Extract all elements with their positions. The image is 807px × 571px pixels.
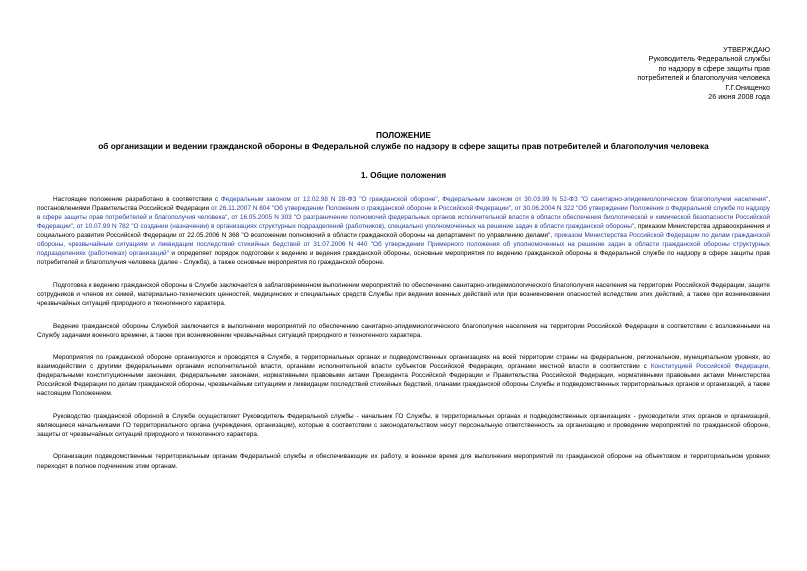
paragraph-3: Ведение гражданской обороны Службой заключается в выполнении мероприятий по обеспечению санитарно-эпидемиологического благополучия населения на территории Российской Федерации в соответствии с возложенными на Службу задачами военного времени, а также при возникновении чрезвычайных ситуаций природного и техногенного характера. xyxy=(37,322,770,339)
title-line-1: ПОЛОЖЕНИЕ xyxy=(376,130,431,140)
document-body xyxy=(37,195,770,484)
order-link[interactable]: приказом Министерства Российской Федерации по делам гражданской обороны, чрезвычайным ситуациям и ликвидации последствий стихийных бедствий от 31.07.2006 N 440 "Об утверждении Примерного положения об уполномоченных на решение задач в области гражданской обороны структурных подразделениях (работниках) организаций" xyxy=(37,232,770,258)
title-line-2: об организации и ведении гражданской обороны в Федеральной службе по надзору в сфере защиты прав потребителей и благополучия человека xyxy=(98,141,709,151)
paragraph-text: , xyxy=(437,196,443,203)
paragraph-2: Подготовка к ведению гражданской обороны в Службе заключается в заблаговременном выполнении мероприятий по обеспечению санитарно-эпидемиологического благополучия населения на территории Российской Федерации, защите сотрудников и членов их семей, материально-технических ценностей, медицинских и специальных средств Службы при ведении военных действий или при возникновении опасностей вследствие этих действий, а также при возникновении чрезвычайных ситуаций природного и техногенного характера. xyxy=(37,281,770,307)
decree-link[interactable]: от 30.06.2004 N 322 "Об утверждении Положения о Федеральной службе по надзору в сфере защиты прав потребителей и благополучия человека" xyxy=(37,205,770,222)
paragraph-text: , xyxy=(511,205,515,213)
law-link[interactable]: Федеральным законом от 12.02.98 N 28-ФЗ "О гражданской обороне" xyxy=(220,196,438,203)
approval-line: УТВЕРЖДАЮ xyxy=(723,45,770,54)
paragraph-text: Настоящее положение разработано в соответствии с xyxy=(53,196,221,203)
law-link[interactable]: Федеральным законом от 30.03.99 N 52-ФЗ "О санитарно-эпидемиологическом благополучии населения" xyxy=(442,196,769,203)
paragraph-text: Мероприятия по гражданской обороне организуются и проводятся в Службе, в территориальных органах и подведомственных организациях на всей территории страны на федеральном, региональном, муниципальном уровнях, во взаимодействии с другими федеральными органами исполнительной власти, органами исполнительной власти субъектов Российской Федерации, органами местной власти в соответствии с xyxy=(37,354,770,371)
approval-line: Руководитель Федеральной службы xyxy=(648,54,770,64)
paragraph-text: , xyxy=(227,214,232,222)
paragraph-text: , xyxy=(73,223,77,231)
paragraph-5: Руководство гражданской обороной в Службе осуществляет Руководитель Федеральной службы - начальник ГО Службы, в территориальных органах и подведомственных организациях - руководители этих органов и организаций, являющиеся начальниками ГО территориального органа (учреждения, организации), которые в соответствии с законодательством несут персональную ответственность за организацию и проведение мероприятий по гражданской обороне, защиты от чрезвычайных ситуаций природного и техногенного характера. xyxy=(37,412,770,438)
decree-link[interactable]: от 16.05.2005 N 303 "О разграничении полномочий федеральных органов исполнительной власти в области обеспечения биологической и химической безопасности Российской Федерации" xyxy=(37,214,771,231)
section-heading: 1. Общие положения xyxy=(360,170,447,180)
approval-block xyxy=(637,45,770,101)
paragraph-6: Организации подведомственные территориальным органам Федеральной службы и обеспечивающие их работу, в военное время для выполнения мероприятий по гражданской обороне на объектовом и территориальном уровнях переходят в полное подчинение этим органам. xyxy=(37,453,770,470)
approval-line: 26 июня 2008 года xyxy=(708,92,770,102)
approval-line: по надзору в сфере защиты прав xyxy=(658,63,770,73)
paragraph-text: и определяет порядок подготовки к ведению и ведения гражданской обороны, основные мероприятия по ведению гражданской обороны в Федеральной службе по надзору в сфере защиты прав потребителей и благополучия человека (далее - Служба), а также основные мероприятия по гражданской обороне. xyxy=(37,250,770,267)
approval-line: Г.Г.Онищенко xyxy=(725,82,770,92)
decree-link[interactable]: от 10.07.99 N 782 "О создании (назначении) в организациях структурных подразделений (работников), специально уполномоченных на решение задач в области гражданской обороны" xyxy=(76,223,635,231)
constitution-link[interactable]: Конституцией Российской Федерации xyxy=(650,363,769,371)
paragraph-text: , постановлениями Правительства Российской Федерации xyxy=(37,196,770,213)
approval-line: потребителей и благополучия человека xyxy=(637,73,770,83)
paragraph-1 xyxy=(37,195,770,267)
paragraph-4 xyxy=(37,353,770,398)
document-title xyxy=(0,130,807,152)
decree-link[interactable]: от 26.11.2007 N 804 "Об утверждении Положения о гражданской обороне в Российской Федерации" xyxy=(210,205,512,213)
paragraph-text: , приказом Министерства здравоохранения и социального развития Российской Федерации от 22.05.2006 N 368 "О возложении полномочий в области гражданской обороны на департамент по управлению делами", xyxy=(37,223,770,240)
paragraph-text: , федеральными конституционными законами, федеральными законами, нормативными правовыми актами Президента Российской Федерации и Правительства Российской Федерации, нормативными правовыми актами Министерства Российской Федерации по делам гражданской обороны, чрезвычайным ситуациям и ликвидации последствий стихийных бедствий, планами гражданской обороны Службы и подведомственных территориальных органов и организаций, а также настоящим Положением. xyxy=(37,363,770,398)
